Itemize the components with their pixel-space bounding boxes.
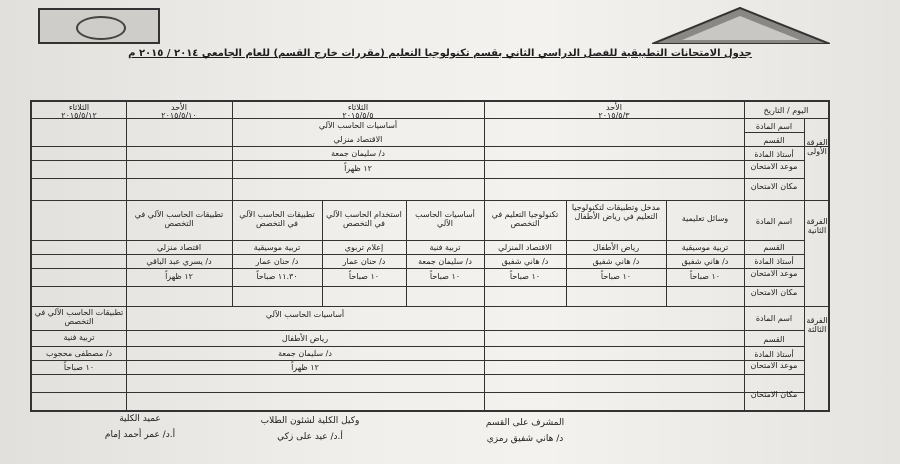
y3-row-professor: أستاذ المادة — [754, 350, 794, 359]
y3-mid-subject: أساسيات الحاسب الآلي — [265, 310, 345, 319]
day-3: الأحد — [171, 103, 187, 112]
y2-c4-time: ١٠ صباحاً — [429, 272, 461, 281]
y2-c4-department: تربية فنية — [429, 243, 461, 252]
y2-row-subject: اسم المادة — [755, 217, 793, 226]
y2-c5-time: ١٠ صباحاً — [348, 272, 380, 281]
y2-c5-department: إعلام تربوي — [344, 243, 384, 252]
date-3: ٢٠١٥/٥/١٠ — [161, 111, 197, 120]
y2-c4-professor: د/ سليمان جمعة — [418, 257, 472, 266]
signature-vice-dean-name: أ.د/ عيد على زكي — [277, 432, 343, 442]
day-2: الثلاثاء — [347, 103, 369, 112]
y2-c2-professor: د/ هاني شفيق — [592, 257, 640, 266]
y3-mid-professor: د/ سليمان جمعة — [278, 349, 332, 358]
y2-c7-department: اقتصاد منزلي — [156, 243, 202, 252]
y2-c2-time: ١٠ صباحاً — [600, 272, 632, 281]
day-4: الثلاثاء — [68, 103, 90, 112]
row-label-subject: اسم المادة — [755, 122, 793, 131]
y3-last-subject: تطبيقات الحاسب الآلي في التخصص — [34, 308, 124, 326]
page-title: جدول الامتحانات التطبيقية للفصل الدراسي الثاني بقسم تكنولوجيا التعليم (مقررات خارج القسم) للعام الجامعي ٢٠١٤ / ٢٠١٥ م — [128, 48, 752, 59]
y3-last-department: تربية فنية — [63, 333, 95, 342]
row-label-place: مكان الامتحان — [750, 182, 798, 191]
y2-c7-time: ١٢ ظهراً — [165, 272, 193, 281]
y2-c1-department: تربية موسيقية — [681, 243, 729, 252]
y2-c3-subject: تكنولوجيا التعليم في التخصص — [491, 210, 559, 228]
signature-dean-role: عميد الكلية — [119, 414, 161, 424]
y1-time: ١٢ ظهراً — [344, 164, 372, 173]
year-third-label: الفرقة الثالثة — [806, 316, 828, 334]
row-label-department: القسم — [763, 136, 785, 145]
day-date-header: اليوم / التاريخ — [763, 106, 809, 115]
y2-c6-professor: د/ حنان عمار — [255, 257, 299, 266]
y1-subject: أساسيات الحاسب الآلي — [318, 121, 398, 130]
y3-row-department: القسم — [763, 335, 785, 344]
y2-c1-time: ١٠ صباحاً — [689, 272, 721, 281]
y2-c2-subject: مدخل وتطبيقات لتكنولوجيا التعليم في رياض الأطفال — [571, 203, 661, 221]
date-4: ٢٠١٥/٥/١٢ — [61, 111, 97, 120]
y2-c7-professor: د/ يسري عبد الباقي — [146, 257, 212, 266]
y1-department: الاقتصاد منزلي — [333, 135, 383, 144]
y3-last-professor: د/ مصطفى محجوب — [45, 349, 113, 358]
row-label-time: موعد الامتحان — [750, 162, 798, 171]
year-second-label: الفرقة الثانية — [806, 217, 828, 235]
y3-mid-department: رياض الأطفال — [281, 334, 329, 343]
y3-last-time: ١٠ صباحاً — [63, 363, 95, 372]
y2-c3-time: ١٠ صباحاً — [509, 272, 541, 281]
y2-c3-department: الاقتصاد المنزلي — [498, 243, 552, 252]
y2-c1-subject: وسائل تعليمية — [681, 214, 729, 223]
date-2: ٢٠١٥/٥/٥ — [342, 111, 374, 120]
y2-row-place: مكان الامتحان — [750, 288, 798, 297]
faculty-logo — [652, 6, 830, 44]
y3-row-time: موعد الامتحان — [750, 361, 798, 370]
y3-row-place: مكان الامتحان — [750, 390, 798, 399]
y1-professor: د/ سليمان جمعة — [331, 149, 385, 158]
date-1: ٢٠١٥/٥/٣ — [598, 111, 630, 120]
day-1: الأحد — [606, 103, 622, 112]
y2-row-department: القسم — [763, 243, 785, 252]
row-label-professor: أستاذ المادة — [754, 150, 794, 159]
year-first-label: الفرقة الأولى — [806, 138, 828, 156]
y2-c6-department: تربية موسيقية — [253, 243, 301, 252]
signature-dean-name: أ.د/ عمر أحمد إمام — [104, 430, 176, 440]
y2-c5-subject: استخدام الحاسب الآلي في التخصص — [326, 210, 402, 228]
signature-supervisor-name: د/ هاني شفيق رمزي — [486, 434, 564, 444]
y2-c5-professor: د/ حنان عمار — [342, 257, 386, 266]
y2-c4-subject: أساسيات الحاسب الآلي — [415, 210, 475, 228]
y2-c6-time: ١١.٣٠ صباحاً — [256, 272, 298, 281]
y2-c7-subject: تطبيقات الحاسب الآلي في التخصص — [134, 210, 224, 228]
signature-supervisor-role: المشرف على القسم — [485, 418, 565, 428]
signature-vice-dean-role: وكيل الكلية لشئون الطلاب — [260, 416, 360, 426]
university-logo — [38, 8, 160, 44]
y2-row-time: موعد الامتحان — [750, 269, 798, 278]
y2-row-professor: أستاذ المادة — [754, 257, 794, 266]
y2-c6-subject: تطبيقات الحاسب الآلي في التخصص — [239, 210, 315, 228]
y2-c3-professor: د/ هاني شفيق — [501, 257, 549, 266]
y2-c2-department: رياض الأطفال — [592, 243, 640, 252]
y3-row-subject: اسم المادة — [755, 314, 793, 323]
y3-mid-time: ١٢ ظهراً — [291, 363, 319, 372]
y2-c1-professor: د/ هاني شفيق — [681, 257, 729, 266]
schedule-table — [30, 100, 830, 412]
